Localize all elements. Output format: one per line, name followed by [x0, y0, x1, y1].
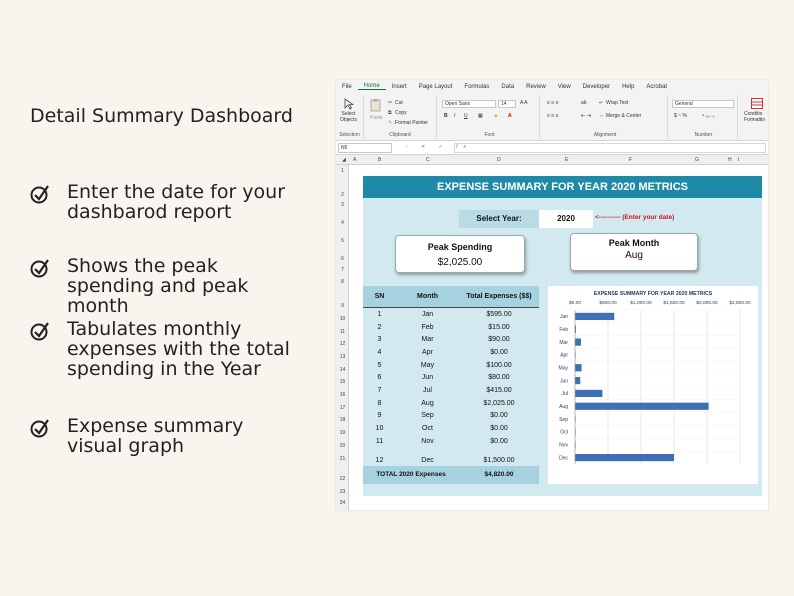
ribbon: [336, 93, 768, 141]
borders-icon[interactable]: ▦: [478, 113, 483, 119]
feature-text: Shows the peak spending and peak month: [67, 255, 249, 317]
row-header[interactable]: 1: [341, 168, 344, 174]
row-header[interactable]: 15: [339, 379, 346, 385]
feature-text: Expense summary visual graph: [67, 415, 244, 457]
row-header[interactable]: 3: [341, 202, 344, 208]
ribbon-group-font: [440, 95, 540, 139]
cell-sn: 6: [377, 374, 382, 382]
row-header[interactable]: 5: [341, 238, 344, 244]
menu-page-layout[interactable]: Page Layout: [418, 83, 453, 90]
group-label: Alignment: [593, 132, 617, 138]
chart-svg: [548, 286, 758, 484]
paste-button[interactable]: Paste: [370, 115, 383, 121]
cell-amount: $2,025.00: [483, 399, 515, 407]
chart-category-label: Sep: [559, 416, 568, 423]
feature-item: [30, 319, 307, 379]
cell-month: Nov: [421, 437, 434, 445]
cell-sn: 10: [375, 425, 384, 433]
font-color-icon[interactable]: A: [508, 113, 512, 119]
fill-color-icon[interactable]: ◈: [494, 113, 498, 119]
table-row: [363, 321, 539, 334]
chart-category-label: Oct: [560, 429, 568, 436]
cell-amount: $90.00: [488, 336, 510, 344]
peak-spending-card: [395, 235, 525, 273]
copy-icon: ⧉: [388, 110, 392, 116]
cell-month: May: [420, 361, 435, 369]
column-header[interactable]: E: [565, 157, 569, 163]
cell-amount: $1,500.00: [483, 456, 515, 464]
cell-month: Dec: [421, 456, 434, 464]
row-header[interactable]: 14: [339, 367, 346, 373]
row-headers: [336, 165, 349, 510]
chart-tick-label: $2,000.00: [696, 301, 718, 306]
table-row: [363, 448, 539, 464]
align-left-icon[interactable]: ≡ ≡ ≡: [547, 113, 559, 119]
row-header[interactable]: 20: [339, 443, 346, 449]
table-row: [363, 371, 539, 384]
brush-icon: ✎: [388, 120, 393, 126]
column-header[interactable]: A: [353, 157, 357, 163]
table-row: [363, 410, 539, 423]
cell-month: Oct: [422, 425, 433, 433]
grow-font-icon[interactable]: A A: [520, 100, 528, 106]
table-row: [363, 384, 539, 397]
header-sn: SN: [374, 293, 385, 300]
conditional-formatting-icon: [751, 98, 763, 109]
cell-month: Jun: [421, 374, 434, 382]
cell-month: Apr: [422, 348, 433, 356]
row-header[interactable]: 2: [341, 192, 344, 198]
cell-sn: 8: [377, 399, 382, 407]
header-total: Total Expenses ($$): [466, 293, 532, 300]
dashboard-area: [363, 176, 762, 496]
font-size-select[interactable]: 14: [498, 100, 516, 108]
menu-bar: [336, 80, 768, 93]
menu-help[interactable]: Help: [622, 83, 635, 90]
table-row: [363, 359, 539, 372]
chart-bar: [575, 338, 581, 345]
chart-category-label: Jan: [559, 314, 568, 321]
cell-month: Mar: [421, 336, 434, 344]
row-header[interactable]: 18: [339, 417, 346, 423]
check-circle-icon: [30, 321, 50, 341]
check-circle-icon: [30, 184, 50, 204]
chart-tick-label: $1,500.00: [663, 301, 685, 306]
peak-spending-value: $2,025.00: [437, 257, 483, 268]
row-header[interactable]: 21: [339, 456, 346, 462]
ribbon-group-selection: [336, 95, 364, 139]
feature-item: [30, 416, 307, 456]
cell-amount: $80.00: [488, 374, 510, 382]
column-header[interactable]: C: [426, 157, 430, 163]
row-header[interactable]: 11: [339, 329, 346, 335]
select-year-hint: <---------- (Enter your date): [595, 214, 675, 221]
bold-icon[interactable]: B: [444, 113, 448, 119]
check-circle-icon: [30, 258, 50, 278]
chart-category-label: Jun: [559, 378, 568, 385]
chart-bar: [575, 403, 709, 410]
dashboard-title: EXPENSE SUMMARY FOR YEAR 2020 METRICS: [363, 176, 762, 198]
feature-text: Tabulates monthly expenses with the total spending in the Year: [67, 318, 290, 380]
chart-tick-label: $2,500.00: [729, 301, 751, 306]
ribbon-group-clipboard: [364, 95, 437, 139]
orientation-icon[interactable]: ab: [581, 100, 587, 106]
chart-title: EXPENSE SUMMARY FOR YEAR 2020 METRICS: [593, 291, 713, 297]
merge-icon: ⇔: [599, 113, 604, 119]
group-label: Font: [484, 132, 495, 138]
cell-sn: 5: [377, 361, 382, 369]
feature-item: [30, 182, 307, 222]
row-header[interactable]: 13: [339, 354, 346, 360]
ribbon-group-styles: [740, 95, 768, 139]
chart-tick-label: $500.00: [599, 301, 617, 306]
menu-view[interactable]: View: [557, 83, 571, 90]
format-painter-button[interactable]: Format Painter: [395, 120, 429, 126]
chart-category-label: Jul: [561, 391, 568, 398]
align-top-icon[interactable]: ≡ ≡ ≡: [547, 100, 559, 106]
row-header[interactable]: 22: [339, 476, 346, 482]
peak-month-card: [570, 233, 698, 271]
row-header[interactable]: 24: [339, 500, 346, 506]
column-header[interactable]: B: [378, 157, 382, 163]
font-name-select[interactable]: Open Sans: [442, 100, 496, 108]
menu-data[interactable]: Data: [501, 83, 515, 90]
underline-icon[interactable]: U: [464, 113, 468, 119]
formula-bar: [336, 141, 768, 155]
row-header[interactable]: 6: [341, 256, 344, 262]
chart-category-label: Nov: [559, 442, 568, 449]
chart-category-label: Dec: [559, 455, 568, 462]
cell-month: Jan: [421, 310, 434, 318]
column-header[interactable]: H: [728, 157, 732, 163]
currency-icon[interactable]: $ ~ %: [674, 113, 687, 119]
row-header[interactable]: 16: [339, 392, 346, 398]
cell-sn: 9: [377, 412, 382, 420]
cell-sn: 3: [377, 336, 382, 344]
menu-home[interactable]: Home: [358, 83, 386, 90]
italic-icon[interactable]: I: [454, 113, 456, 119]
cell-month: Sep: [421, 412, 434, 420]
group-label: Selection: [339, 132, 360, 138]
table-row: [363, 422, 539, 435]
copy-button[interactable]: Copy: [395, 110, 407, 116]
cell-sn: 11: [375, 437, 384, 445]
chart-category-label: Apr: [560, 352, 568, 359]
merge-center-button[interactable]: Merge & Center: [606, 113, 642, 119]
column-header[interactable]: G: [695, 157, 699, 163]
cut-button[interactable]: Cut: [395, 100, 403, 106]
cell-sn: 12: [375, 456, 384, 464]
cell-amount: $0.00: [490, 425, 508, 433]
formula-input[interactable]: [454, 143, 766, 153]
chart-category-label: Feb: [559, 327, 568, 334]
total-label: TOTAL 2020 Expenses: [376, 471, 446, 479]
cell-amount: $415.00: [486, 386, 512, 394]
chart-tick-label: $0.00: [568, 301, 582, 306]
scissors-icon: ✂: [388, 100, 393, 106]
table-row: [363, 308, 539, 321]
chart-bar: [575, 313, 614, 320]
decimal-icon[interactable]: ⁹ ₀₀ .₀: [702, 113, 715, 119]
row-header[interactable]: 8: [341, 279, 344, 285]
expense-table: [363, 286, 539, 484]
chart-category-label: May: [558, 365, 568, 372]
header-month: Month: [417, 293, 438, 300]
menu-formulas[interactable]: Formulas: [464, 83, 490, 90]
group-label: Number: [694, 132, 713, 138]
feature-text: Enter the date for your dashbarod report: [67, 181, 286, 223]
paste-icon: [370, 98, 382, 112]
feature-item: [30, 256, 307, 316]
menu-insert[interactable]: Insert: [391, 83, 407, 90]
cell-month: Jul: [423, 386, 432, 394]
row-header[interactable]: 17: [339, 405, 346, 411]
cell-sn: 7: [377, 386, 382, 394]
chart-bar: [575, 390, 602, 397]
peak-month-value: Aug: [625, 250, 643, 261]
number-format-select[interactable]: General: [672, 100, 734, 108]
select-all[interactable]: ◢: [342, 157, 346, 163]
menu-developer[interactable]: Developer: [582, 83, 611, 90]
cell-amount: $595.00: [486, 310, 512, 318]
formula-icons: ⁝ ✕ ✓ fx: [406, 144, 473, 150]
chart-bar: [575, 377, 580, 384]
chart-bar: [575, 364, 582, 371]
select-year-input[interactable]: 2020: [539, 210, 593, 228]
select-objects-button[interactable]: Select Objects: [340, 111, 357, 123]
cell-amount: $0.00: [490, 437, 508, 445]
indent-icon[interactable]: ⇤ ⇥: [581, 113, 591, 119]
column-headers: [336, 155, 768, 165]
cell-month: Feb: [421, 323, 434, 331]
cell-sn: 4: [377, 348, 382, 356]
menu-review[interactable]: Review: [526, 83, 546, 90]
select-year-label: Select Year:: [459, 210, 539, 228]
cell-amount: $15.00: [488, 323, 510, 331]
column-header[interactable]: F: [629, 157, 633, 163]
chart-bar: [575, 454, 674, 461]
chart-tick-label: $1,000.00: [630, 301, 652, 306]
menu-acrobat[interactable]: Acrobat: [646, 83, 668, 90]
table-row: [363, 397, 539, 410]
cell-month: Aug: [421, 399, 434, 407]
menu-file[interactable]: File: [342, 83, 352, 90]
cell-amount: $100.00: [486, 361, 512, 369]
cell-sn: 1: [377, 310, 382, 318]
panel-heading: Detail Summary Dashboard: [30, 105, 293, 127]
total-value: $4,820.00: [484, 471, 514, 479]
row-header[interactable]: 7: [341, 267, 344, 273]
cell-amount: $0.00: [490, 412, 508, 420]
table-header: [363, 286, 539, 308]
ribbon-group-alignment: [543, 95, 668, 139]
group-label: Clipboard: [389, 132, 411, 138]
chart-category-label: Mar: [559, 339, 568, 346]
expense-chart: [548, 286, 758, 484]
peak-month-label: Peak Month: [608, 238, 660, 248]
chart-category-label: Aug: [559, 404, 568, 411]
conditional-formatting-button[interactable]: Conditio Formattin: [744, 111, 766, 123]
table-row: [363, 435, 539, 448]
row-header[interactable]: 23: [339, 489, 346, 495]
wrap-icon: ↵: [599, 100, 604, 106]
row-header[interactable]: 9: [341, 303, 344, 309]
row-header[interactable]: 4: [341, 220, 344, 226]
cell-amount: $0.00: [490, 348, 508, 356]
table-row: [363, 346, 539, 359]
cursor-icon: [344, 98, 354, 110]
cell-sn: 2: [377, 323, 382, 331]
wrap-text-button[interactable]: Wrap Text: [606, 100, 629, 106]
row-header[interactable]: 12: [339, 341, 346, 347]
column-header[interactable]: I: [738, 157, 740, 163]
row-header[interactable]: 19: [339, 430, 346, 436]
excel-window: [336, 80, 768, 510]
fx-label[interactable]: fx: [456, 144, 473, 150]
row-header[interactable]: 10: [339, 316, 346, 322]
name-box[interactable]: N5: [338, 143, 392, 153]
table-total-row: [363, 466, 539, 484]
table-row: [363, 333, 539, 346]
check-circle-icon: [30, 418, 50, 438]
ribbon-group-number: [670, 95, 738, 139]
column-header[interactable]: D: [497, 157, 501, 163]
peak-spending-label: Peak Spending: [427, 242, 493, 252]
